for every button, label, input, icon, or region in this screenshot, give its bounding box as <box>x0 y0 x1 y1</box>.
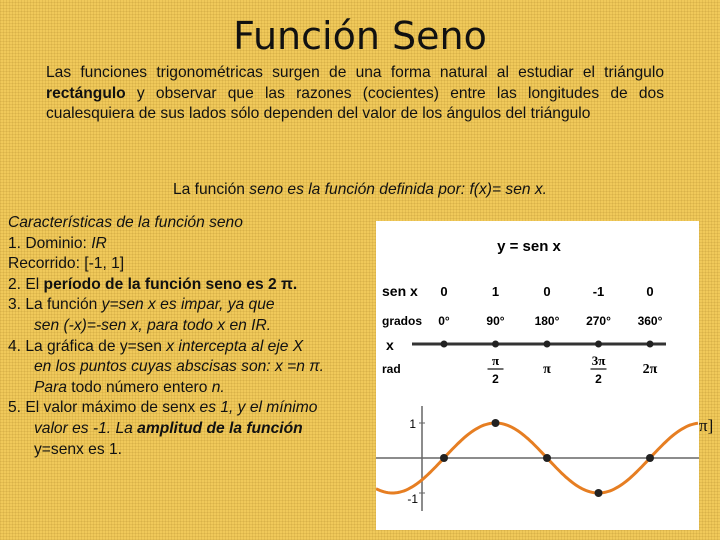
intro-text-2: y observar que las razones (cocientes) entre las longitudes de dos cualesquiera de sus lados sólo dependen del valor de los ángulos del triángulo <box>46 84 664 122</box>
curve-point <box>492 419 500 427</box>
definition-italic: seno es la función definida por: f(x)= sen x. <box>249 181 548 198</box>
edge-pi-label: π] <box>699 416 714 435</box>
sen-value: 0 <box>646 284 654 299</box>
rad-denominator: 2 <box>595 372 602 386</box>
table-point <box>595 341 602 348</box>
degree-label: 360° <box>637 314 663 328</box>
degree-label: 90° <box>486 314 505 328</box>
list-item: 1. Dominio: IR <box>8 234 107 252</box>
curve-point <box>595 489 603 497</box>
sen-value: -1 <box>592 284 605 299</box>
table-point <box>492 341 499 348</box>
sen-value: 0 <box>440 284 448 299</box>
table-point <box>647 341 654 348</box>
curve-point <box>440 454 448 462</box>
list-item: en los puntos cuyas abscisas son: x =n π. <box>34 358 324 376</box>
list-item: 4. La gráfica de y=sen x intercepta al eje X <box>8 337 304 355</box>
characteristics-list <box>8 213 370 460</box>
list-heading: Características de la función seno <box>8 214 243 231</box>
axis-label-minus-one: -1 <box>407 492 418 506</box>
sine-figure <box>376 221 699 530</box>
row-label-x: x <box>386 337 394 353</box>
table-point <box>544 341 551 348</box>
sine-figure-svg <box>376 221 699 530</box>
curve-point <box>646 454 654 462</box>
degree-label: 180° <box>534 314 560 328</box>
intro-paragraph <box>46 63 664 125</box>
row-label-grados: grados <box>382 314 423 328</box>
intro-bold: rectángulo <box>46 84 126 102</box>
sen-value: 1 <box>491 284 500 299</box>
page-title: Función Seno <box>233 14 487 58</box>
list-item: y=senx es 1. <box>34 440 122 458</box>
definition-text: La función <box>172 181 250 198</box>
rad-label: 2π <box>642 362 658 377</box>
list-item: valor es -1. La amplitud de la función <box>34 419 303 437</box>
degree-label: 0° <box>438 314 450 328</box>
row-label-sen: sen x <box>382 283 418 299</box>
list-item: 5. El valor máximo de senx es 1, y el mínimo <box>8 399 318 417</box>
list-item: Recorrido: [-1, 1] <box>8 255 125 273</box>
rad-numerator: π <box>491 353 500 368</box>
rad-denominator: 2 <box>492 372 499 386</box>
intro-text: Las funciones trigonométricas surgen de una forma natural al estudiar el triángulo <box>46 64 664 81</box>
sen-value: 0 <box>543 284 551 299</box>
list-item: sen (-x)=-sen x, para todo x en IR. <box>34 316 272 334</box>
degree-label: 270° <box>586 314 611 328</box>
figure-title: y = sen x <box>497 238 561 255</box>
axis-label-one: 1 <box>409 417 416 431</box>
rad-numerator: 3π <box>591 353 606 368</box>
curve-point <box>543 454 551 462</box>
row-label-rad: rad <box>382 362 401 376</box>
rad-label: π <box>543 362 551 377</box>
table-point <box>441 341 448 348</box>
list-item: Para todo número entero n. <box>34 378 225 396</box>
definition <box>0 180 720 200</box>
list-item: 2. El período de la función seno es 2 π. <box>8 275 298 293</box>
list-item: 3. La función y=sen x es impar, ya que <box>8 296 275 314</box>
